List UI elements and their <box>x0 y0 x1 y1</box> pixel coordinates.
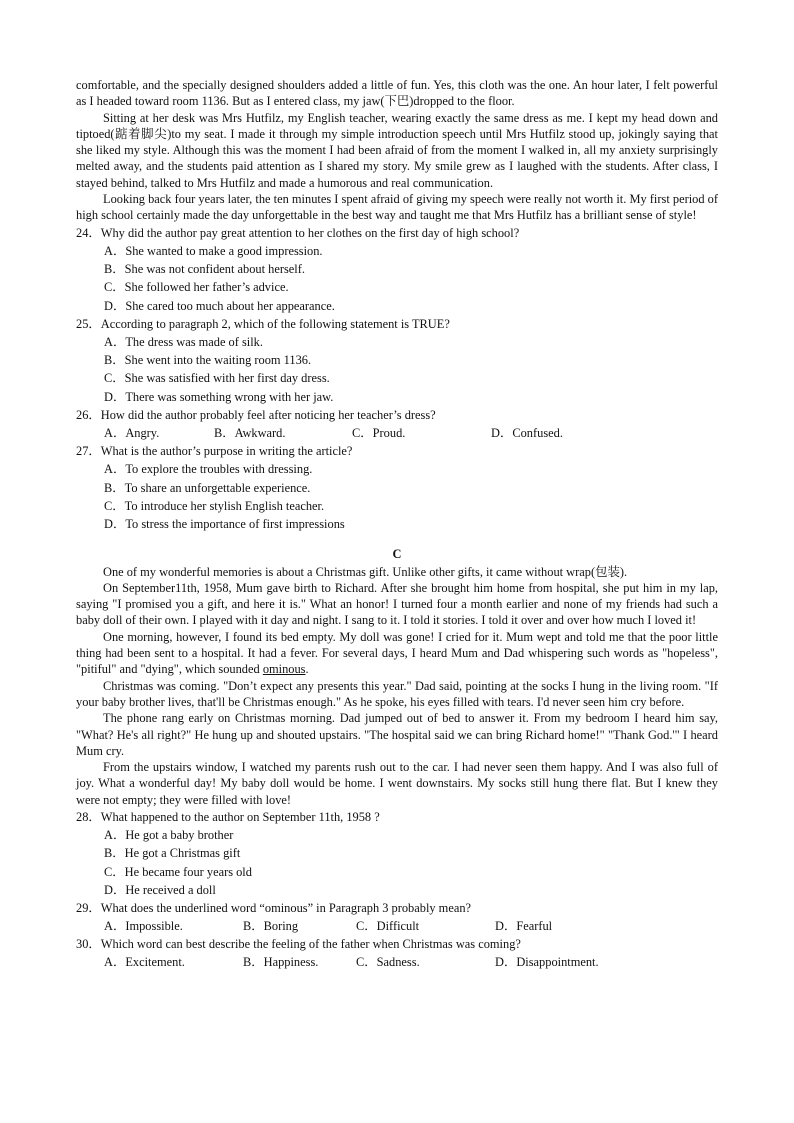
section-c-heading: C <box>392 546 402 561</box>
passage-b-paragraph-2: Sitting at her desk was Mrs Hutfilz, my English teacher, wearing exactly the same dress as me. I kept my head down and tiptoed(踮着脚尖)to my seat. I made it through my simple introduction speech until Mrs Hutfilz stood up, jokingly saying that she liked my style. Although this was the moment I had been afraid of from the moment I walked in, all my anxiety surprisingly melted away, and the students paid attention as I shared my story. My smile grew as I laughed with the students. After class, I stayed behind, talked to Mrs Hutfilz and made a humorous and real communication. <box>76 110 718 190</box>
question-30-options <box>104 953 718 971</box>
exam-page <box>76 77 718 972</box>
question-28-option-a[interactable]: A．He got a baby brother <box>104 827 234 842</box>
passage-b-paragraph-3: Looking back four years later, the ten minutes I spent afraid of giving my speech were really not worth it. My first period of high school certainly made the day unforgettable in the best way and taught me that Mrs Hutfilz has a brilliant sense of style! <box>76 192 718 223</box>
question-30-stem: 30．Which word can best describe the feeling of the father when Christmas was coming? <box>76 937 521 952</box>
question-28-option-d[interactable]: D．He received a doll <box>104 882 216 897</box>
question-25-stem: 25．According to paragraph 2, which of the following statement is TRUE? <box>76 316 450 331</box>
question-28-option-c[interactable]: C．He became four years old <box>104 864 252 879</box>
passage-c-paragraph-3-end: . <box>305 662 309 677</box>
question-29-stem: 29．What does the underlined word “ominous” in Paragraph 3 probably mean? <box>76 901 472 916</box>
question-24-option-d[interactable]: D．She cared too much about her appearance. <box>104 298 335 313</box>
question-24-option-b[interactable]: B．She was not confident about herself. <box>104 261 305 276</box>
question-27-option-b[interactable]: B．To share an unforgettable experience. <box>104 480 311 495</box>
question-29-option-d[interactable]: D．Fearful <box>495 919 553 934</box>
question-25-option-c[interactable]: C．She was satisfied with her first day dress. <box>104 371 330 386</box>
question-29-option-a[interactable]: A．Impossible. <box>104 919 183 934</box>
question-27-option-a[interactable]: A．To explore the troubles with dressing. <box>104 462 313 477</box>
question-24-option-a[interactable]: A．She wanted to make a good impression. <box>104 243 323 258</box>
question-25-option-d[interactable]: D．There was something wrong with her jaw. <box>104 389 334 404</box>
passage-c-paragraph-1: One of my wonderful memories is about a Christmas gift. Unlike other gifts, it came without wrap(包装). <box>103 564 628 579</box>
question-25-option-a[interactable]: A．The dress was made of silk. <box>104 334 263 349</box>
passage-c-paragraph-4: Christmas was coming. "Don’t expect any presents this year." Dad said, pointing at the socks I hung in the living room. "If your baby brother lives, that'll be Christmas enough." As he spoke, his eyes filled with tears. I'd never seen him cry before. <box>76 678 718 709</box>
passage-c-paragraph-5: The phone rang early on Christmas morning. Dad jumped out of bed to answer it. From my bedroom I heard him say, "What? He's all right?" He hung up and shouted upstairs. "The hospital said we can bring Richard home!" "Thank God.'" I heard Mum cry. <box>76 711 718 758</box>
question-30-option-c[interactable]: C．Sadness. <box>356 955 420 970</box>
question-28-stem: 28．What happened to the author on September 11th, 1958 ? <box>76 809 380 824</box>
passage-c-paragraph-3-text: One morning, however, I found its bed empty. My doll was gone! I cried for it. Mum wept and told me that the poor little thing had been sent to a hospital. It had a fever. For several days, I heard Mum and Dad whispering such words as "hopeless", "pitiful" and "dying", which sounded <box>76 629 718 677</box>
question-26-options <box>104 424 718 442</box>
question-29-options <box>104 917 718 935</box>
passage-b-paragraph-1-tail: comfortable, and the specially designed shoulders added a little of fun. Yes, this cloth was the one. An hour later, I felt powerful as I headed toward room 1136. But as I entered class, my jaw(下巴)dropped to the floor. <box>76 78 718 109</box>
passage-c-paragraph-2: On September11th, 1958, Mum gave birth to Richard. After she brought him home from hospital, she put him in my lap, saying "I promised you a gift, and here it is." What an honor! I turned four a month earlier and none of my friends had such a baby doll of their own. I played with it day and night. I sang to it. I told it stories. I told it over and over how much I loved it! <box>76 580 718 628</box>
question-29-option-b[interactable]: B．Boring <box>243 919 299 934</box>
question-28-option-b[interactable]: B．He got a Christmas gift <box>104 846 241 861</box>
question-24-stem: 24．Why did the author pay great attention to her clothes on the first day of high school? <box>76 225 520 240</box>
question-27-stem: 27．What is the author’s purpose in writing the article? <box>76 444 353 459</box>
question-30-option-a[interactable]: A．Excitement. <box>104 955 185 970</box>
underlined-word-ominous: ominous <box>262 662 306 677</box>
question-26-option-c[interactable]: C．Proud. <box>352 426 406 441</box>
question-24-option-c[interactable]: C．She followed her father’s advice. <box>104 280 289 295</box>
question-26-option-b[interactable]: B．Awkward. <box>214 426 286 441</box>
question-27-option-d[interactable]: D．To stress the importance of first impressions <box>104 517 345 532</box>
question-26-stem: 26．How did the author probably feel after noticing her teacher’s dress? <box>76 408 436 423</box>
passage-c-paragraph-3 <box>76 629 718 678</box>
question-29-option-c[interactable]: C．Difficult <box>356 919 420 934</box>
question-30-option-b[interactable]: B．Happiness. <box>243 955 319 970</box>
question-26-option-a[interactable]: A．Angry. <box>104 426 160 441</box>
question-25-option-b[interactable]: B．She went into the waiting room 1136. <box>104 353 312 368</box>
passage-c-paragraph-6: From the upstairs window, I watched my parents rush out to the car. I had never seen them happy. And I was also full of joy. What a wonderful day! My baby doll would be home. I went downstairs. My socks still hung there flat. But I knew they were not empty; they were filled with love! <box>76 760 718 807</box>
question-26-option-d[interactable]: D．Confused. <box>491 426 563 441</box>
question-30-option-d[interactable]: D．Disappointment. <box>495 955 599 970</box>
question-27-option-c[interactable]: C．To introduce her stylish English teacher. <box>104 498 325 513</box>
